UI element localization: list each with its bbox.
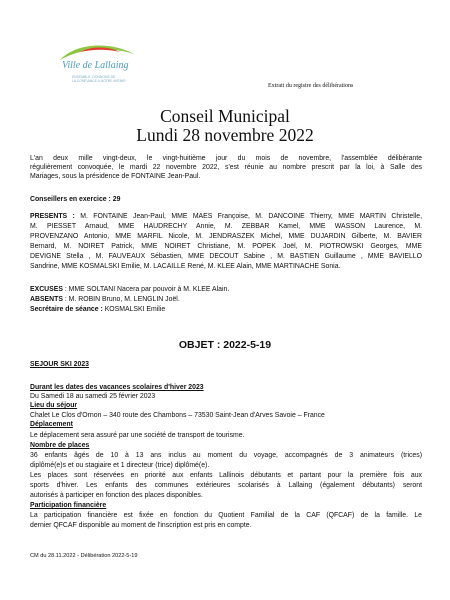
participation-line: La participation financière est fixée en fonction du Quotient Familial de la CAF (QFCAF) de la famille. Le [30, 512, 422, 519]
excuses-text: : MME SOLTANI Nacera par pouvoir à M. KLEE Alain. [62, 286, 230, 293]
page-footer: CM du 28.11.2022 - Délibération 2022-5-19 [30, 553, 138, 559]
document-title: Conseil Municipal [160, 106, 290, 126]
meeting-date: Lundi 28 novembre 2022 [136, 125, 314, 145]
places-heading: Nombre de places [30, 442, 90, 449]
conseillers-count: Conseillers en exercice : 29 [30, 196, 121, 203]
presents-line: M. PIESSET Arnaud, MME HAUDRECHY Annie, M. ZEBBAR Kamel, MME WASSON Laurence, M. [30, 223, 422, 230]
presents-names: M. FONTAINE Jean-Paul, MME MAES Françoise, M. DANCOINE Thierry, MME MARTIN Christelle, [80, 213, 423, 220]
participation-heading: Participation financière [30, 502, 107, 509]
intro-line: L'an deux mille vingt-deux, le vingt-huitième jour du mois de novembre, l'assemblée délibérante [30, 155, 422, 162]
deplacement-heading: Déplacement [30, 421, 73, 428]
logo-town-name: Ville de Lallaing [62, 60, 129, 71]
places-line: diplômé(e)s et ou stagiaire et 1 directeur (trice) diplômé(e). [30, 462, 210, 469]
secretaire-label: Secrétaire de séance : [30, 306, 103, 313]
logo-tagline: ENSEMBLE, DONNONS DE [72, 75, 116, 79]
secretaire-text: KOSMALSKI Emilie [102, 306, 166, 313]
participation-line: dernier QFCAF disponible au moment de l'inscription est pris en compte. [30, 522, 252, 529]
places-line: autorisés à participer en fonction des places disponibles. [30, 492, 203, 499]
secretaire-line [30, 305, 422, 314]
dates-heading: Durant les dates des vacances scolaires d'hiver 2023 [30, 384, 204, 391]
town-logo [50, 38, 146, 98]
lieu-text: Chalet Le Clos d'Ornon – 340 route des Chambons – 73530 Saint-Jean d'Arves Savoie – France [30, 412, 325, 419]
presents-line: Sandrine, MME KOSMALSKI Emilie, M. LACAILLE René, M. KLEE Alain, MME MARTINACHE Sonia. [30, 263, 341, 270]
absents-line [30, 295, 422, 304]
presents-label: PRESENTS : [30, 213, 75, 220]
intro-line: régulièrement convoquée, le mardi 22 novembre 2022, s'est réunie au nombre prescrit par la loi, à Salle des [30, 164, 422, 171]
register-extract-label: Extrait du registre des délibérations [268, 83, 354, 89]
logo-tagline-2: LA CONFIANCE A NOTRE AVENIR [72, 79, 126, 83]
excuses-label: EXCUSES [30, 286, 63, 293]
places-line: Les places sont réservées en priorité aux enfants Lallinois débutants et partant pour la première fois aux [30, 472, 422, 479]
lieu-heading: Lieu du séjour [30, 402, 78, 409]
places-line: 36 enfants âgés de 10 à 13 ans inclus au moment du voyage, accompagnés de 3 animateurs (trices) [30, 452, 422, 459]
presents-line: Bernard, M. NOIRET Patrick, MME NOIRET Christiane, M. POPEK Joël, M. PIOTROWSKI Georges, MME [30, 243, 422, 250]
absents-label: ABSENTS [30, 296, 63, 303]
intro-line: Mariages, sous la présidence de FONTAINE Jean-Paul. [30, 173, 201, 180]
section-heading: SEJOUR SKI 2023 [30, 361, 89, 368]
dates-text: Du Samedi 18 au samedi 25 février 2023 [30, 393, 156, 400]
deplacement-text: Le déplacement sera assuré par une société de transport de tourisme. [30, 432, 245, 439]
objet-heading: OBJET : 2022-5-19 [178, 339, 272, 351]
presents-line: DEVIGNE Stella , M. FAUVEAUX Sébastien, MME DECOUT Sabine , M. BASTIEN Guillaume , MME BAVIELLO [30, 253, 422, 260]
places-line: sports d'hiver. Les enfants des communes extérieures scolarisés à Lallaing (également débutants) seront [30, 482, 422, 489]
absents-text: : M. ROBIN Bruno, M. LENGLIN Joël. [62, 296, 180, 303]
presents-line [30, 212, 422, 221]
presents-line: PROVENZANO Antonio, MME MARFIL Nicole, M. JENDRASZEK Michel, MME DUJARDIN Gilberte, M. BAVIER [30, 233, 422, 240]
excuses-line [30, 285, 422, 294]
